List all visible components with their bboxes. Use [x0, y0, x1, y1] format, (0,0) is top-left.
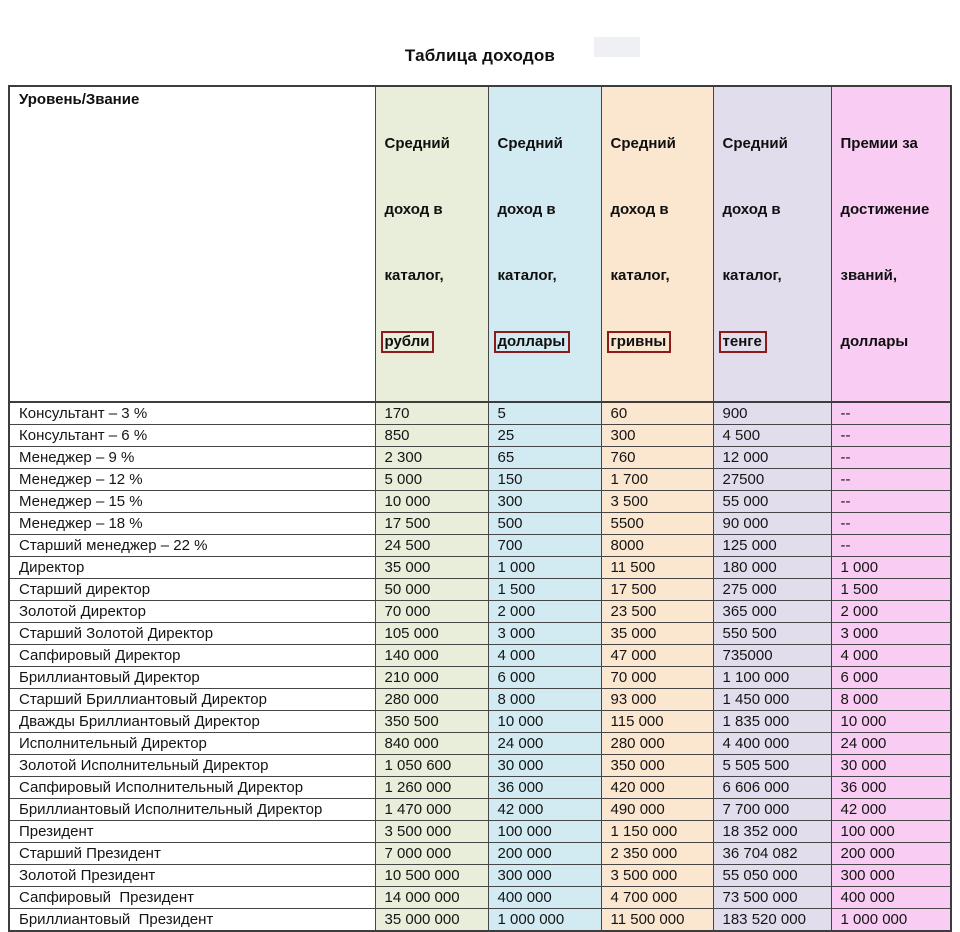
table-row — [9, 402, 951, 425]
header-line: Средний — [610, 135, 676, 152]
kzt-cell: 12 000 — [713, 447, 831, 469]
rub-cell: 10 500 000 — [375, 865, 488, 887]
table-row — [9, 865, 951, 887]
header-line: каталог, — [722, 267, 782, 284]
header-level: Уровень/Звание — [9, 86, 375, 402]
usd-cell: 5 — [488, 402, 601, 425]
bonus-cell: -- — [831, 402, 951, 425]
rub-cell: 140 000 — [375, 645, 488, 667]
header-line: Средний — [384, 135, 450, 152]
uah-cell: 4 700 000 — [601, 887, 713, 909]
table-row — [9, 601, 951, 623]
table-row — [9, 425, 951, 447]
rub-cell: 1 050 600 — [375, 755, 488, 777]
table-row — [9, 623, 951, 645]
uah-cell: 1 150 000 — [601, 821, 713, 843]
level-cell: Старший Бриллиантовый Директор — [9, 689, 375, 711]
uah-cell: 23 500 — [601, 601, 713, 623]
table-row — [9, 887, 951, 909]
level-cell: Менеджер – 15 % — [9, 491, 375, 513]
kzt-cell: 125 000 — [713, 535, 831, 557]
header-dollars — [488, 86, 601, 402]
level-cell: Консультант – 3 % — [9, 402, 375, 425]
uah-cell: 11 500 000 — [601, 909, 713, 932]
header-line — [611, 331, 713, 353]
header-line: званий, — [840, 267, 897, 284]
usd-cell: 400 000 — [488, 887, 601, 909]
table-row — [9, 821, 951, 843]
table-row — [9, 733, 951, 755]
usd-cell: 700 — [488, 535, 601, 557]
rub-cell: 10 000 — [375, 491, 488, 513]
uah-cell: 2 350 000 — [601, 843, 713, 865]
income-table — [8, 85, 952, 932]
usd-cell: 500 — [488, 513, 601, 535]
uah-cell: 115 000 — [601, 711, 713, 733]
usd-cell: 100 000 — [488, 821, 601, 843]
header-tenge — [713, 86, 831, 402]
usd-cell: 65 — [488, 447, 601, 469]
table-row — [9, 689, 951, 711]
kzt-cell: 6 606 000 — [713, 777, 831, 799]
usd-cell: 6 000 — [488, 667, 601, 689]
bonus-cell: 8 000 — [831, 689, 951, 711]
uah-cell: 60 — [601, 402, 713, 425]
bonus-cell: -- — [831, 491, 951, 513]
rub-cell: 2 300 — [375, 447, 488, 469]
uah-cell: 3 500 000 — [601, 865, 713, 887]
level-cell: Бриллиантовый Исполнительный Директор — [9, 799, 375, 821]
header-line: доход в — [384, 201, 443, 218]
level-cell: Бриллиантовый Директор — [9, 667, 375, 689]
rub-cell: 1 260 000 — [375, 777, 488, 799]
bonus-cell: 4 000 — [831, 645, 951, 667]
table-row — [9, 711, 951, 733]
level-cell: Старший Золотой Директор — [9, 623, 375, 645]
uah-cell: 490 000 — [601, 799, 713, 821]
rub-cell: 17 500 — [375, 513, 488, 535]
bonus-cell: -- — [831, 425, 951, 447]
rub-cell: 7 000 000 — [375, 843, 488, 865]
level-cell: Золотой Президент — [9, 865, 375, 887]
usd-cell: 1 500 — [488, 579, 601, 601]
uah-cell: 1 700 — [601, 469, 713, 491]
usd-cell: 25 — [488, 425, 601, 447]
kzt-cell: 55 050 000 — [713, 865, 831, 887]
rub-cell: 3 500 000 — [375, 821, 488, 843]
header-line: доход в — [497, 201, 556, 218]
kzt-cell: 27500 — [713, 469, 831, 491]
table-row — [9, 447, 951, 469]
rub-cell: 24 500 — [375, 535, 488, 557]
kzt-cell: 5 505 500 — [713, 755, 831, 777]
usd-cell: 300 000 — [488, 865, 601, 887]
table-body — [9, 402, 951, 931]
level-cell: Менеджер – 9 % — [9, 447, 375, 469]
bonus-cell: -- — [831, 513, 951, 535]
kzt-cell: 36 704 082 — [713, 843, 831, 865]
header-line: доллары — [840, 333, 909, 350]
uah-cell: 760 — [601, 447, 713, 469]
uah-cell: 8000 — [601, 535, 713, 557]
level-cell: Старший Президент — [9, 843, 375, 865]
table-row — [9, 557, 951, 579]
table-row — [9, 535, 951, 557]
scan-artifact — [594, 37, 640, 57]
kzt-cell: 735000 — [713, 645, 831, 667]
uah-cell: 47 000 — [601, 645, 713, 667]
rub-cell: 850 — [375, 425, 488, 447]
level-cell: Дважды Бриллиантовый Директор — [9, 711, 375, 733]
table-row — [9, 491, 951, 513]
bonus-cell: 30 000 — [831, 755, 951, 777]
bonus-cell: -- — [831, 535, 951, 557]
usd-cell: 1 000 — [488, 557, 601, 579]
uah-cell: 35 000 — [601, 623, 713, 645]
uah-cell: 280 000 — [601, 733, 713, 755]
uah-cell: 350 000 — [601, 755, 713, 777]
kzt-cell: 1 100 000 — [713, 667, 831, 689]
usd-cell: 10 000 — [488, 711, 601, 733]
bonus-cell: -- — [831, 447, 951, 469]
bonus-cell: 200 000 — [831, 843, 951, 865]
kzt-cell: 550 500 — [713, 623, 831, 645]
header-line: каталог, — [610, 267, 670, 284]
usd-cell: 24 000 — [488, 733, 601, 755]
uah-cell: 5500 — [601, 513, 713, 535]
rub-cell: 170 — [375, 402, 488, 425]
usd-cell: 8 000 — [488, 689, 601, 711]
usd-cell: 30 000 — [488, 755, 601, 777]
boxed-currency-hryvnias: гривны — [607, 331, 672, 353]
level-cell: Менеджер – 12 % — [9, 469, 375, 491]
bonus-cell: 24 000 — [831, 733, 951, 755]
table-row — [9, 755, 951, 777]
header-line: каталог, — [384, 267, 444, 284]
level-cell: Золотой Исполнительный Директор — [9, 755, 375, 777]
rub-cell: 50 000 — [375, 579, 488, 601]
uah-cell: 3 500 — [601, 491, 713, 513]
level-cell: Сапфировый Директор — [9, 645, 375, 667]
header-line: Средний — [722, 135, 788, 152]
bonus-cell: 400 000 — [831, 887, 951, 909]
level-cell: Сапфировый Исполнительный Директор — [9, 777, 375, 799]
usd-cell: 3 000 — [488, 623, 601, 645]
level-cell: Бриллиантовый Президент — [9, 909, 375, 932]
page-title: Таблица доходов — [404, 46, 556, 65]
boxed-currency-rubles: рубли — [381, 331, 435, 353]
bonus-cell: 2 000 — [831, 601, 951, 623]
level-cell: Исполнительный Директор — [9, 733, 375, 755]
kzt-cell: 55 000 — [713, 491, 831, 513]
rub-cell: 350 500 — [375, 711, 488, 733]
header-line: каталог, — [497, 267, 557, 284]
table-row — [9, 843, 951, 865]
rub-cell: 70 000 — [375, 601, 488, 623]
level-cell: Старший директор — [9, 579, 375, 601]
header-bonus — [831, 86, 951, 402]
bonus-cell: 10 000 — [831, 711, 951, 733]
usd-cell: 42 000 — [488, 799, 601, 821]
rub-cell: 280 000 — [375, 689, 488, 711]
header-line: доход в — [722, 201, 781, 218]
kzt-cell: 4 400 000 — [713, 733, 831, 755]
table-row — [9, 645, 951, 667]
bonus-cell: 42 000 — [831, 799, 951, 821]
header-line — [723, 331, 831, 353]
level-cell: Старший менеджер – 22 % — [9, 535, 375, 557]
uah-cell: 93 000 — [601, 689, 713, 711]
bonus-cell: 300 000 — [831, 865, 951, 887]
kzt-cell: 73 500 000 — [713, 887, 831, 909]
bonus-cell: -- — [831, 469, 951, 491]
header-line — [385, 331, 488, 353]
kzt-cell: 18 352 000 — [713, 821, 831, 843]
uah-cell: 420 000 — [601, 777, 713, 799]
rub-cell: 1 470 000 — [375, 799, 488, 821]
bonus-cell: 100 000 — [831, 821, 951, 843]
usd-cell: 36 000 — [488, 777, 601, 799]
usd-cell: 300 — [488, 491, 601, 513]
usd-cell: 4 000 — [488, 645, 601, 667]
table-row — [9, 777, 951, 799]
bonus-cell: 1 500 — [831, 579, 951, 601]
boxed-currency-tenge: тенге — [719, 331, 767, 353]
usd-cell: 1 000 000 — [488, 909, 601, 932]
table-row — [9, 513, 951, 535]
level-cell: Золотой Директор — [9, 601, 375, 623]
bonus-cell: 3 000 — [831, 623, 951, 645]
rub-cell: 210 000 — [375, 667, 488, 689]
uah-cell: 300 — [601, 425, 713, 447]
kzt-cell: 90 000 — [713, 513, 831, 535]
usd-cell: 2 000 — [488, 601, 601, 623]
header-line: Премии за — [840, 135, 918, 152]
table-row — [9, 579, 951, 601]
header-row — [9, 86, 951, 402]
kzt-cell: 183 520 000 — [713, 909, 831, 932]
usd-cell: 150 — [488, 469, 601, 491]
table-row — [9, 799, 951, 821]
rub-cell: 35 000 — [375, 557, 488, 579]
header-line: доход в — [610, 201, 669, 218]
table-row — [9, 469, 951, 491]
header-line — [498, 331, 601, 353]
header-hryvnias — [601, 86, 713, 402]
rub-cell: 105 000 — [375, 623, 488, 645]
kzt-cell: 1 835 000 — [713, 711, 831, 733]
table-row — [9, 909, 951, 932]
kzt-cell: 900 — [713, 402, 831, 425]
header-rubles — [375, 86, 488, 402]
header-line: достижение — [840, 201, 930, 218]
kzt-cell: 4 500 — [713, 425, 831, 447]
kzt-cell: 275 000 — [713, 579, 831, 601]
bonus-cell: 6 000 — [831, 667, 951, 689]
rub-cell: 5 000 — [375, 469, 488, 491]
bonus-cell: 1 000 000 — [831, 909, 951, 932]
boxed-currency-dollars: доллары — [494, 331, 571, 353]
kzt-cell: 180 000 — [713, 557, 831, 579]
level-cell: Сапфировый Президент — [9, 887, 375, 909]
rub-cell: 840 000 — [375, 733, 488, 755]
level-cell: Президент — [9, 821, 375, 843]
uah-cell: 11 500 — [601, 557, 713, 579]
uah-cell: 70 000 — [601, 667, 713, 689]
level-cell: Консультант – 6 % — [9, 425, 375, 447]
level-cell: Директор — [9, 557, 375, 579]
rub-cell: 35 000 000 — [375, 909, 488, 932]
table-row — [9, 667, 951, 689]
header-line: Средний — [497, 135, 563, 152]
uah-cell: 17 500 — [601, 579, 713, 601]
rub-cell: 14 000 000 — [375, 887, 488, 909]
bonus-cell: 36 000 — [831, 777, 951, 799]
bonus-cell: 1 000 — [831, 557, 951, 579]
level-cell: Менеджер – 18 % — [9, 513, 375, 535]
kzt-cell: 1 450 000 — [713, 689, 831, 711]
usd-cell: 200 000 — [488, 843, 601, 865]
kzt-cell: 7 700 000 — [713, 799, 831, 821]
kzt-cell: 365 000 — [713, 601, 831, 623]
